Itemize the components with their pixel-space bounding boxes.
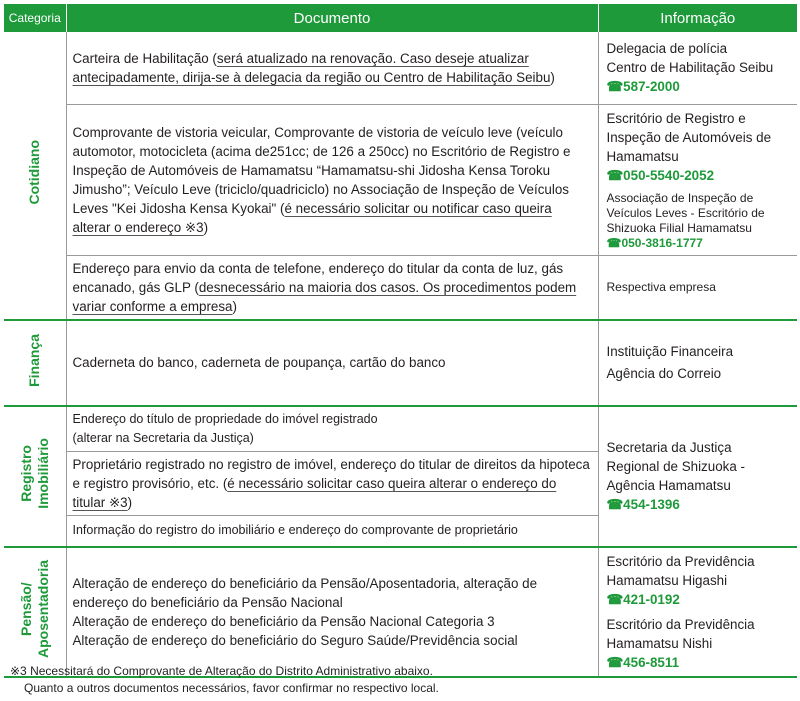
category-label-line1: Registro <box>17 445 34 503</box>
info-office: Delegacia de polícia <box>606 41 728 57</box>
document-cell <box>66 515 598 547</box>
doc-text: Alteração de endereço do beneficiário da Pensão Nacional Categoria 3 <box>72 614 495 629</box>
doc-text: (alterar na Secretaria da Justiça) <box>72 430 254 445</box>
document-cell <box>66 32 598 104</box>
category-cotidiano <box>4 32 66 320</box>
doc-text: Proprietário registrado no registro de imóvel, endereço do titular de direitos da hipoteca e registro provisório, etc. ( <box>72 456 590 491</box>
footnote <box>10 663 439 697</box>
info-office: Escritório da Previdência <box>606 554 755 569</box>
doc-text-end: ) <box>127 494 133 510</box>
document-cell <box>66 104 598 255</box>
info-cell <box>598 255 797 320</box>
header-info: Informação <box>598 4 797 32</box>
info-cell <box>598 32 797 104</box>
info-office: Centro de Habilitação Seibu <box>606 60 774 76</box>
info-office: Instituição Financeira <box>606 343 734 359</box>
phone-number: ☎421-0192 <box>606 592 680 607</box>
doc-text: Informação do registro do imobiliário e endereço do comprovante de proprietário <box>72 523 518 538</box>
doc-text: Alteração de endereço do beneficiário da Pensão/Aposentadoria, alteração de endereço do beneficiário da Pensão Nacional <box>72 576 538 610</box>
phone-number: ☎454-1396 <box>606 497 680 513</box>
info-office: Secretaria da Justiça <box>606 440 732 456</box>
footnote-line: ※3 Necessitará do Comprovante de Alteração do Distrito Administrativo abaixo. <box>10 664 433 678</box>
doc-note: será atualizado na renovação. Caso deseje atualizar antecipadamente, dirija-se à delegacia da região ou Centro de Habilitação Seibu <box>72 50 551 85</box>
category-financa <box>4 320 66 406</box>
phone-number: ☎050-3816-1777 <box>606 235 703 250</box>
header-document: Documento <box>66 4 598 32</box>
table-row <box>4 32 797 104</box>
document-cell <box>66 255 598 320</box>
info-cell <box>598 104 797 255</box>
category-registro <box>4 406 66 548</box>
document-cell <box>66 451 598 515</box>
phone-number: ☎050-5540-2052 <box>606 167 715 183</box>
info-cell <box>598 547 797 677</box>
category-label-line2: Aposentadoria <box>34 560 51 659</box>
phone-number: ☎587-2000 <box>606 79 680 95</box>
info-office: Respectiva empresa <box>606 279 716 294</box>
doc-text-end: ) <box>550 69 555 85</box>
table-row <box>4 406 797 452</box>
table-row <box>4 547 797 677</box>
doc-text: Carteira de Habilitação ( <box>72 50 217 66</box>
doc-note: desnecessário na maioria dos casos. Os procedimentos podem variar conforme a empresa <box>72 279 577 314</box>
info-office: Escritório de Registro e Inspeção de Automóveis de Hamamatsu <box>606 110 772 164</box>
doc-text: Endereço para envio da conta de telefone, endereço do titular da conta de luz, gás encanado, gás GLP ( <box>72 260 564 295</box>
info-office: Hamamatsu Nishi <box>606 636 713 651</box>
category-label <box>18 438 52 509</box>
doc-text: Comprovante de vistoria veicular, Comprovante de vistoria de veículo leve (veículo automotor, motocicleta (acima de251cc; de 126 a 250cc) no Escritório de Registro e Inspeção de Automóveis de Hamamatsu “Hamamatsu-shi Jidosha Kensa Toroku Jimusho”; Veículo Leve (triciclo/quadriciclo) no Associação de Inspeção de Veículos Leves "Kei Jidosha Kensa Kyokai" ( <box>72 124 571 216</box>
document-cell <box>66 406 598 452</box>
doc-note: é necessário solicitar caso queira alterar o endereço do titular ※3 <box>72 475 557 510</box>
info-cell <box>598 406 797 548</box>
doc-text: Alteração de endereço do beneficiário do Seguro Saúde/Previdência social <box>72 633 518 648</box>
category-label-line2: Imobiliário <box>34 438 51 510</box>
info-office: Agência Hamamatsu <box>606 478 731 494</box>
info-office: Agência do Correio <box>606 365 722 381</box>
category-label-line1: Pensão/ <box>17 582 34 637</box>
phone-number: ☎456-8511 <box>606 655 680 670</box>
info-office: Escritório da Previdência <box>606 617 755 632</box>
table-header <box>4 4 797 32</box>
doc-text: Endereço do título de propriedade do imóvel registrado <box>72 411 378 426</box>
info-office: Associação de Inspeção de Veículos Leves - Escritório de Shizuoka Filial Hamamatsu <box>606 190 765 235</box>
category-label: Finança <box>26 333 43 387</box>
table-row <box>4 320 797 406</box>
header-category: Categoria <box>4 4 66 32</box>
footnote-line: Quanto a outros documentos necessários, favor confirmar no respectivo local. <box>24 681 439 695</box>
doc-text-end: ) <box>232 298 237 314</box>
info-cell <box>598 320 797 406</box>
category-label <box>18 560 52 658</box>
documents-table <box>4 4 797 678</box>
doc-text-end: ) <box>203 219 209 235</box>
info-office: Hamamatsu Higashi <box>606 573 728 588</box>
category-label: Cotidiano <box>26 140 43 206</box>
document-cell <box>66 320 598 406</box>
doc-text: Caderneta do banco, caderneta de poupança, cartão do banco <box>72 355 446 370</box>
category-pensao <box>4 547 66 677</box>
table-row <box>4 104 797 255</box>
doc-note: é necessário solicitar ou notificar caso queira alterar o endereço ※3 <box>72 200 552 235</box>
table-row <box>4 255 797 320</box>
info-office: Regional de Shizuoka - <box>606 459 745 475</box>
document-cell <box>66 547 598 677</box>
